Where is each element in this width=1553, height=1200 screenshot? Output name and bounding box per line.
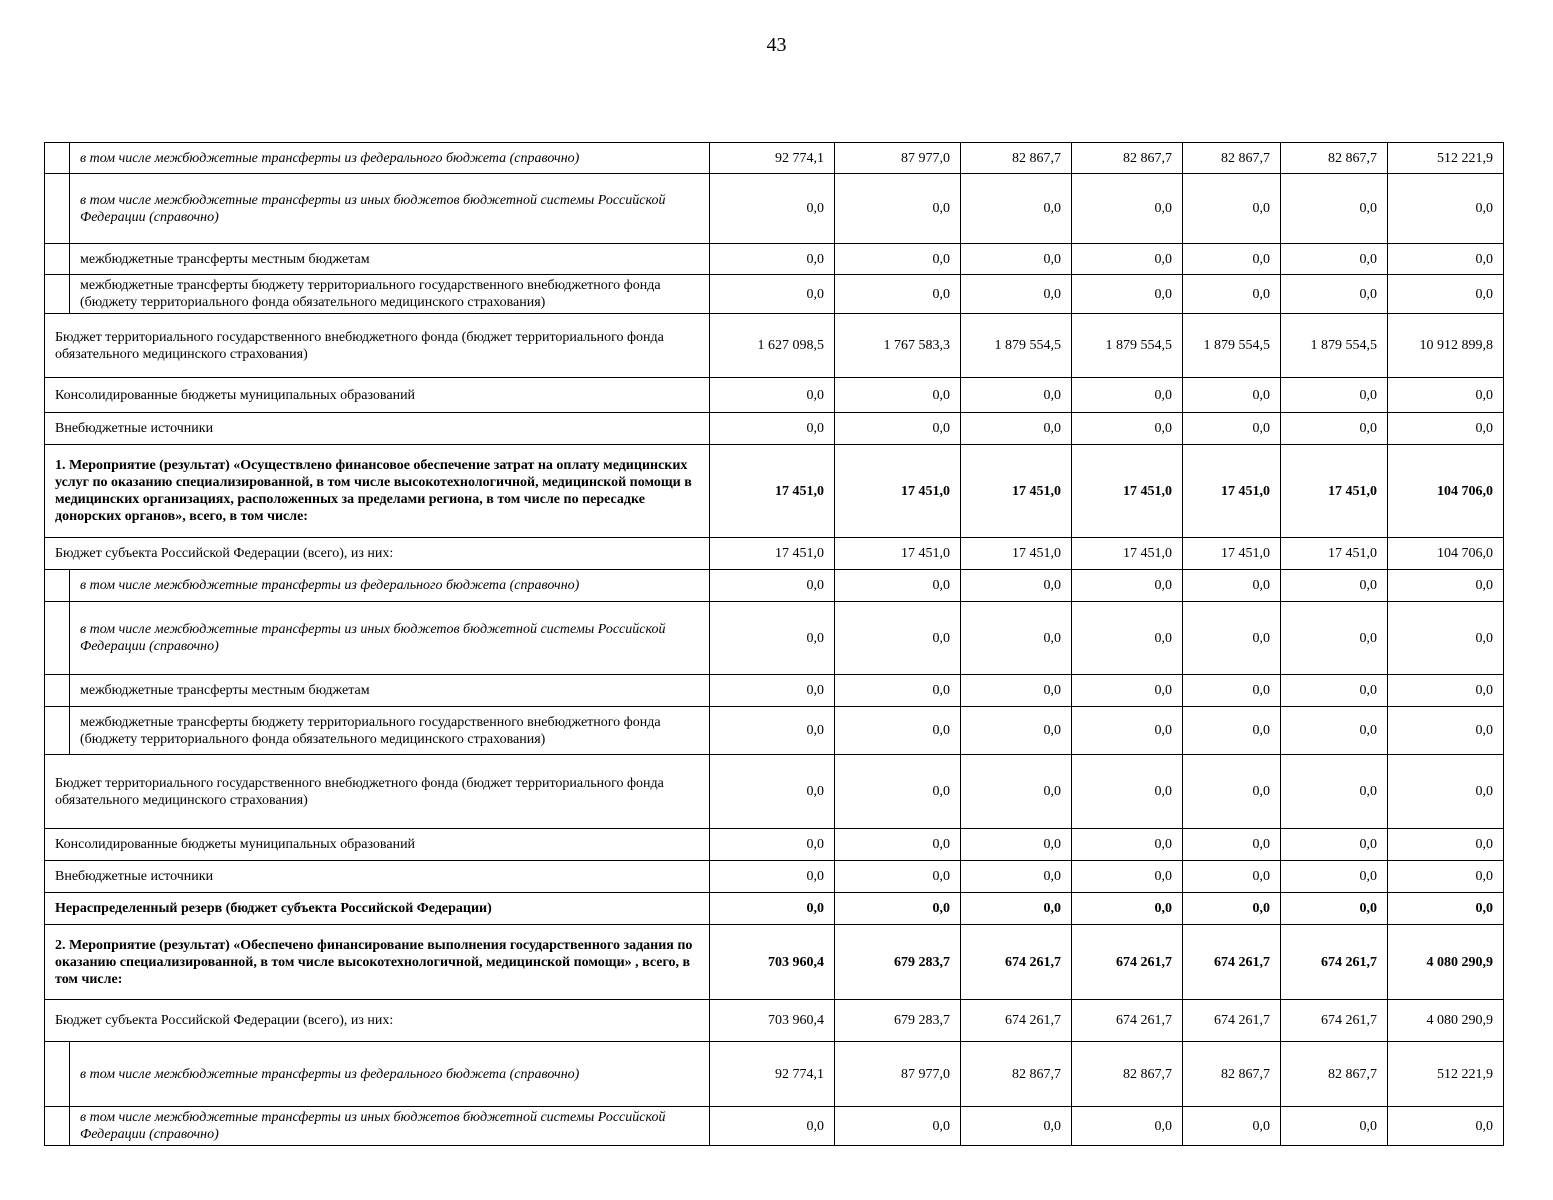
value-cell: 0,0 — [835, 675, 961, 707]
value-cell: 0,0 — [710, 1107, 835, 1146]
value-cell: 0,0 — [1072, 244, 1183, 275]
value-cell: 0,0 — [835, 413, 961, 445]
table-row — [45, 570, 1504, 602]
value-cell: 17 451,0 — [1183, 445, 1281, 538]
table-body — [45, 143, 1504, 1146]
value-cell: 0,0 — [710, 413, 835, 445]
value-cell: 104 706,0 — [1388, 538, 1504, 570]
indent-cell — [45, 143, 70, 174]
value-cell: 92 774,1 — [710, 1042, 835, 1107]
value-cell: 0,0 — [1388, 602, 1504, 675]
row-label: Бюджет территориального государственного внебюджетного фонда (бюджет территориального фонда обязательного медицинского страхования) — [45, 755, 710, 829]
table-row — [45, 174, 1504, 244]
value-cell: 0,0 — [710, 602, 835, 675]
indent-cell — [45, 275, 70, 314]
value-cell: 0,0 — [1183, 570, 1281, 602]
row-label: Нераспределенный резерв (бюджет субъекта Российской Федерации) — [45, 893, 710, 925]
value-cell: 0,0 — [1388, 570, 1504, 602]
value-cell: 0,0 — [1183, 829, 1281, 861]
row-label: межбюджетные трансферты местным бюджетам — [70, 675, 710, 707]
value-cell: 0,0 — [1183, 893, 1281, 925]
value-cell: 0,0 — [1281, 602, 1388, 675]
table-row — [45, 314, 1504, 378]
value-cell: 17 451,0 — [1281, 445, 1388, 538]
value-cell: 0,0 — [961, 570, 1072, 602]
value-cell: 0,0 — [835, 1107, 961, 1146]
value-cell: 0,0 — [1072, 755, 1183, 829]
table-row — [45, 755, 1504, 829]
value-cell: 0,0 — [1072, 378, 1183, 413]
value-cell: 0,0 — [1072, 829, 1183, 861]
value-cell: 674 261,7 — [961, 1000, 1072, 1042]
value-cell: 0,0 — [961, 829, 1072, 861]
value-cell: 674 261,7 — [1072, 925, 1183, 1000]
value-cell: 87 977,0 — [835, 143, 961, 174]
value-cell: 0,0 — [961, 675, 1072, 707]
value-cell: 0,0 — [1183, 675, 1281, 707]
table-row — [45, 275, 1504, 314]
value-cell: 0,0 — [1281, 244, 1388, 275]
row-label: межбюджетные трансферты бюджету территориального государственного внебюджетного фонда (бюджету территориального фонда обязательного медицинского страхования) — [70, 707, 710, 755]
row-label: Бюджет субъекта Российской Федерации (всего), из них: — [45, 538, 710, 570]
value-cell: 0,0 — [1183, 174, 1281, 244]
row-label: Консолидированные бюджеты муниципальных образований — [45, 829, 710, 861]
value-cell: 0,0 — [835, 174, 961, 244]
value-cell: 92 774,1 — [710, 143, 835, 174]
value-cell: 82 867,7 — [1072, 143, 1183, 174]
value-cell: 703 960,4 — [710, 1000, 835, 1042]
value-cell: 0,0 — [710, 707, 835, 755]
value-cell: 0,0 — [1072, 174, 1183, 244]
value-cell: 1 879 554,5 — [1281, 314, 1388, 378]
value-cell: 0,0 — [710, 570, 835, 602]
value-cell: 0,0 — [835, 861, 961, 893]
value-cell: 0,0 — [835, 707, 961, 755]
row-label: в том числе межбюджетные трансферты из иных бюджетов бюджетной системы Российской Федерации (справочно) — [70, 602, 710, 675]
value-cell: 703 960,4 — [710, 925, 835, 1000]
row-label: в том числе межбюджетные трансферты из иных бюджетов бюджетной системы Российской Федерации (справочно) — [70, 174, 710, 244]
value-cell: 17 451,0 — [1072, 445, 1183, 538]
value-cell: 0,0 — [1072, 893, 1183, 925]
value-cell: 0,0 — [1388, 675, 1504, 707]
indent-cell — [45, 707, 70, 755]
indent-cell — [45, 602, 70, 675]
value-cell: 82 867,7 — [1072, 1042, 1183, 1107]
value-cell: 0,0 — [1072, 861, 1183, 893]
value-cell: 0,0 — [1388, 1107, 1504, 1146]
value-cell: 0,0 — [1388, 244, 1504, 275]
value-cell: 0,0 — [1183, 244, 1281, 275]
value-cell: 1 879 554,5 — [961, 314, 1072, 378]
value-cell: 82 867,7 — [1183, 143, 1281, 174]
value-cell: 0,0 — [1281, 829, 1388, 861]
value-cell: 17 451,0 — [835, 445, 961, 538]
value-cell: 0,0 — [1281, 413, 1388, 445]
row-label: Внебюджетные источники — [45, 861, 710, 893]
value-cell: 0,0 — [1183, 755, 1281, 829]
value-cell: 0,0 — [1072, 275, 1183, 314]
value-cell: 0,0 — [1072, 602, 1183, 675]
value-cell: 0,0 — [1281, 893, 1388, 925]
value-cell: 674 261,7 — [1281, 925, 1388, 1000]
value-cell: 0,0 — [1388, 861, 1504, 893]
indent-cell — [45, 675, 70, 707]
value-cell: 0,0 — [710, 861, 835, 893]
value-cell: 0,0 — [961, 602, 1072, 675]
table-row — [45, 1042, 1504, 1107]
table-row — [45, 602, 1504, 675]
value-cell: 0,0 — [1072, 413, 1183, 445]
value-cell: 17 451,0 — [961, 445, 1072, 538]
value-cell: 674 261,7 — [1281, 1000, 1388, 1042]
value-cell: 0,0 — [961, 1107, 1072, 1146]
value-cell: 0,0 — [835, 893, 961, 925]
table-row — [45, 925, 1504, 1000]
value-cell: 0,0 — [835, 275, 961, 314]
row-label: межбюджетные трансферты бюджету территориального государственного внебюджетного фонда (бюджету территориального фонда обязательного медицинского страхования) — [70, 275, 710, 314]
value-cell: 1 767 583,3 — [835, 314, 961, 378]
value-cell: 0,0 — [961, 707, 1072, 755]
value-cell: 0,0 — [1281, 174, 1388, 244]
value-cell: 87 977,0 — [835, 1042, 961, 1107]
value-cell: 0,0 — [1281, 1107, 1388, 1146]
value-cell: 0,0 — [1281, 755, 1388, 829]
value-cell: 0,0 — [1183, 861, 1281, 893]
value-cell: 0,0 — [1281, 570, 1388, 602]
value-cell: 82 867,7 — [1281, 1042, 1388, 1107]
value-cell: 0,0 — [1281, 675, 1388, 707]
value-cell: 674 261,7 — [1183, 1000, 1281, 1042]
indent-cell — [45, 570, 70, 602]
table-row — [45, 378, 1504, 413]
row-label: Бюджет субъекта Российской Федерации (всего), из них: — [45, 1000, 710, 1042]
row-label: в том числе межбюджетные трансферты из федерального бюджета (справочно) — [70, 1042, 710, 1107]
table-row — [45, 1107, 1504, 1146]
value-cell: 0,0 — [1388, 829, 1504, 861]
table-row — [45, 1000, 1504, 1042]
value-cell: 17 451,0 — [1183, 538, 1281, 570]
value-cell: 0,0 — [961, 413, 1072, 445]
row-label: Внебюджетные источники — [45, 413, 710, 445]
table-row — [45, 413, 1504, 445]
value-cell: 1 879 554,5 — [1072, 314, 1183, 378]
value-cell: 0,0 — [1072, 570, 1183, 602]
value-cell: 0,0 — [1388, 378, 1504, 413]
value-cell: 4 080 290,9 — [1388, 925, 1504, 1000]
row-label: в том числе межбюджетные трансферты из федерального бюджета (справочно) — [70, 143, 710, 174]
value-cell: 82 867,7 — [961, 143, 1072, 174]
value-cell: 4 080 290,9 — [1388, 1000, 1504, 1042]
row-label: в том числе межбюджетные трансферты из иных бюджетов бюджетной системы Российской Федерации (справочно) — [70, 1107, 710, 1146]
value-cell: 17 451,0 — [1281, 538, 1388, 570]
value-cell: 1 627 098,5 — [710, 314, 835, 378]
indent-cell — [45, 244, 70, 275]
value-cell: 17 451,0 — [835, 538, 961, 570]
value-cell: 674 261,7 — [1072, 1000, 1183, 1042]
indent-cell — [45, 1107, 70, 1146]
value-cell: 0,0 — [961, 755, 1072, 829]
value-cell: 674 261,7 — [1183, 925, 1281, 1000]
value-cell: 0,0 — [710, 675, 835, 707]
value-cell: 0,0 — [961, 893, 1072, 925]
value-cell: 0,0 — [1388, 707, 1504, 755]
value-cell: 0,0 — [1183, 413, 1281, 445]
value-cell: 0,0 — [1388, 893, 1504, 925]
value-cell: 0,0 — [710, 275, 835, 314]
table-row — [45, 861, 1504, 893]
value-cell: 0,0 — [1281, 378, 1388, 413]
value-cell: 0,0 — [710, 244, 835, 275]
value-cell: 10 912 899,8 — [1388, 314, 1504, 378]
value-cell: 0,0 — [1281, 861, 1388, 893]
value-cell: 0,0 — [1183, 378, 1281, 413]
row-label: Консолидированные бюджеты муниципальных образований — [45, 378, 710, 413]
value-cell: 0,0 — [835, 602, 961, 675]
value-cell: 512 221,9 — [1388, 1042, 1504, 1107]
value-cell: 0,0 — [1281, 707, 1388, 755]
value-cell: 0,0 — [961, 861, 1072, 893]
value-cell: 0,0 — [961, 275, 1072, 314]
row-label: 1. Мероприятие (результат) «Осуществлено финансовое обеспечение затрат на оплату медицинских услуг по оказанию специализированной, в том числе высокотехнологичной, медицинской помощи в медицинских организациях, расположенных за пределами региона, в том числе по пересадке донорских органов», всего, в том числе: — [45, 445, 710, 538]
value-cell: 0,0 — [835, 378, 961, 413]
value-cell: 104 706,0 — [1388, 445, 1504, 538]
value-cell: 0,0 — [1388, 755, 1504, 829]
value-cell: 0,0 — [710, 378, 835, 413]
value-cell: 17 451,0 — [710, 445, 835, 538]
table-row — [45, 893, 1504, 925]
value-cell: 0,0 — [1281, 275, 1388, 314]
value-cell: 0,0 — [1183, 707, 1281, 755]
table-row — [45, 244, 1504, 275]
value-cell: 0,0 — [961, 378, 1072, 413]
row-label: Бюджет территориального государственного внебюджетного фонда (бюджет территориального фонда обязательного медицинского страхования) — [45, 314, 710, 378]
table-row — [45, 675, 1504, 707]
indent-cell — [45, 174, 70, 244]
value-cell: 0,0 — [835, 244, 961, 275]
value-cell: 0,0 — [1072, 675, 1183, 707]
value-cell: 0,0 — [1072, 1107, 1183, 1146]
table-row — [45, 707, 1504, 755]
value-cell: 0,0 — [1388, 413, 1504, 445]
value-cell: 82 867,7 — [961, 1042, 1072, 1107]
value-cell: 17 451,0 — [961, 538, 1072, 570]
budget-table — [44, 142, 1504, 1146]
indent-cell — [45, 1042, 70, 1107]
value-cell: 0,0 — [1183, 275, 1281, 314]
value-cell: 0,0 — [1183, 1107, 1281, 1146]
value-cell: 679 283,7 — [835, 1000, 961, 1042]
value-cell: 0,0 — [1183, 602, 1281, 675]
value-cell: 0,0 — [835, 570, 961, 602]
value-cell: 0,0 — [1388, 174, 1504, 244]
value-cell: 0,0 — [1388, 275, 1504, 314]
value-cell: 674 261,7 — [961, 925, 1072, 1000]
value-cell: 0,0 — [835, 829, 961, 861]
value-cell: 17 451,0 — [1072, 538, 1183, 570]
table-row — [45, 829, 1504, 861]
value-cell: 679 283,7 — [835, 925, 961, 1000]
value-cell: 0,0 — [710, 755, 835, 829]
value-cell: 0,0 — [710, 893, 835, 925]
value-cell: 82 867,7 — [1281, 143, 1388, 174]
table-row — [45, 445, 1504, 538]
table-row — [45, 538, 1504, 570]
row-label: в том числе межбюджетные трансферты из федерального бюджета (справочно) — [70, 570, 710, 602]
row-label: 2. Мероприятие (результат) «Обеспечено финансирование выполнения государственного задания по оказанию специализированной, в том числе высокотехнологичной, медицинской помощи» , всего, в том числе: — [45, 925, 710, 1000]
value-cell: 0,0 — [710, 174, 835, 244]
page-number: 43 — [766, 34, 787, 56]
value-cell: 1 879 554,5 — [1183, 314, 1281, 378]
value-cell: 82 867,7 — [1183, 1042, 1281, 1107]
value-cell: 0,0 — [710, 829, 835, 861]
value-cell: 17 451,0 — [710, 538, 835, 570]
value-cell: 0,0 — [1072, 707, 1183, 755]
value-cell: 0,0 — [961, 174, 1072, 244]
table-row — [45, 143, 1504, 174]
row-label: межбюджетные трансферты местным бюджетам — [70, 244, 710, 275]
value-cell: 0,0 — [961, 244, 1072, 275]
value-cell: 0,0 — [835, 755, 961, 829]
value-cell: 512 221,9 — [1388, 143, 1504, 174]
